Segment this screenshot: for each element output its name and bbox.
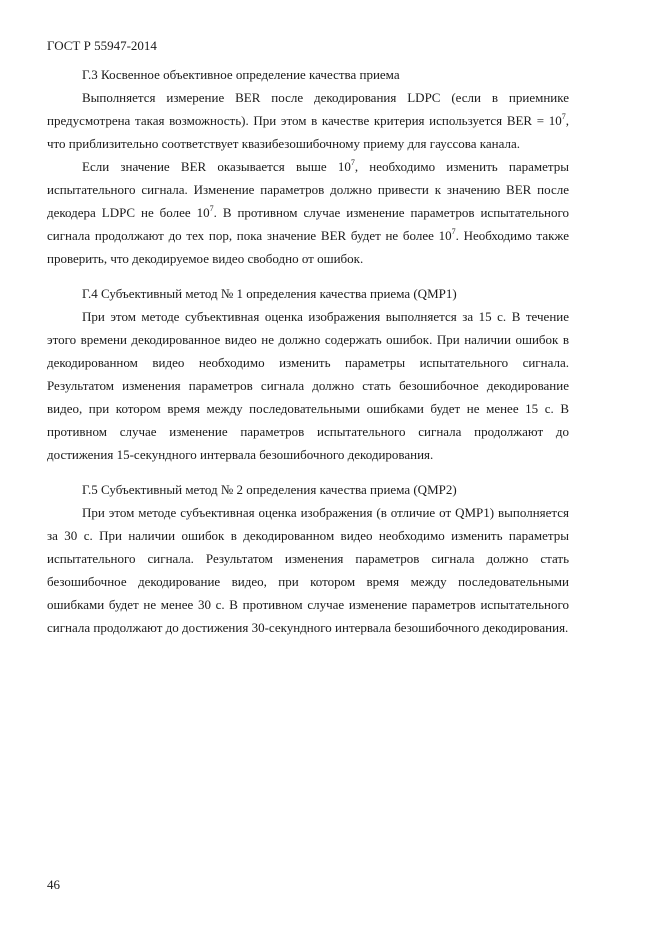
paragraph — [47, 155, 569, 270]
exponent: 7 — [209, 204, 214, 213]
text-run: Если значение BER оказывается выше 10 — [82, 159, 351, 174]
text-run: , необходимо изменить параметры испытательного сигнала. Изменение параметров должно привести к значению BER после декодера LDPC не более 10 — [47, 159, 569, 220]
document-body — [47, 63, 569, 639]
standard-header: ГОСТ Р 55947-2014 — [47, 38, 157, 53]
section-spacer — [47, 270, 569, 282]
text-run: , что приблизительно соответствует квазибезошибочному приему для гауссова канала. — [47, 113, 569, 151]
section-g3 — [47, 63, 569, 270]
section-heading: Г.5 Субъективный метод № 2 определения качества приема (QMP2) — [82, 482, 457, 497]
exponent: 7 — [451, 227, 456, 236]
text-run: Выполняется измерение BER после декодирования LDPC (если в приемнике предусмотрена такая возможность). При этом в качестве критерия используется BER = 10 — [47, 90, 569, 128]
exponent: 7 — [561, 112, 566, 121]
text-run: . Необходимо также проверить, что декодируемое видео свободно от ошибок. — [47, 228, 569, 266]
section-spacer — [47, 466, 569, 478]
paragraph: При этом методе субъективная оценка изображения (в отличие от QMP1) выполняется за 30 с. При наличии ошибок в декодированном видео необходимо изменить параметры испытательного сигнала. Результатом изменения параметров сигнала должно стать безошибочное декодирование видео, при котором время между последовательными ошибками будет не менее 30 с. В противном случае изменение параметров испытательного сигнала продолжают до достижения 30-секундного интервала безошибочного декодирования. — [47, 505, 569, 635]
section-heading: Г.4 Субъективный метод № 1 определения качества приема (QMP1) — [82, 286, 457, 301]
section-g4 — [47, 282, 569, 466]
exponent: 7 — [350, 158, 355, 167]
paragraph: При этом методе субъективная оценка изображения выполняется за 15 с. В течение этого времени декодированное видео не должно содержать ошибок. При наличии ошибок в декодированном видео необходимо изменить параметры испытательного сигнала. Результатом изменения параметров сигнала должно стать безошибочное декодирование видео, при котором время между последовательными ошибками будет не менее 15 с. В противном случае изменение параметров испытательного сигнала продолжают до достижения 15-секундного интервала безошибочного декодирования. — [47, 309, 569, 462]
page-number: 46 — [47, 877, 60, 892]
paragraph — [47, 86, 569, 155]
section-heading: Г.3 Косвенное объективное определение качества приема — [82, 67, 400, 82]
text-run: . В противном случае изменение параметров испытательного сигнала продолжают до тех пор, пока значение BER будет не более 10 — [47, 205, 569, 243]
section-g5 — [47, 478, 569, 639]
